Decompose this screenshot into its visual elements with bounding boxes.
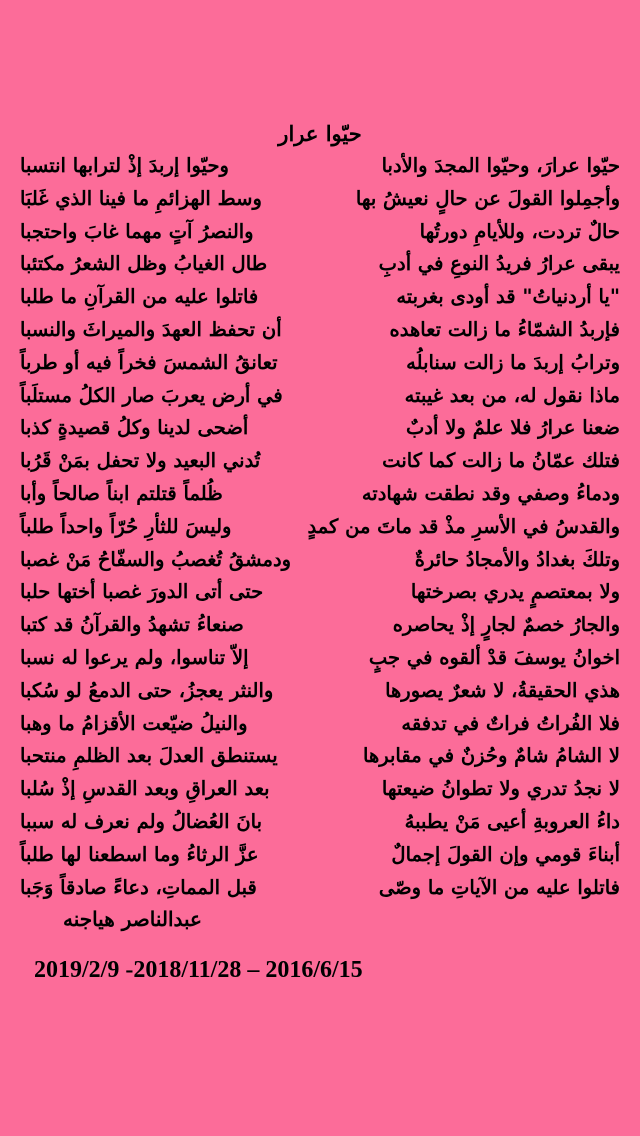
verse-line [20, 708, 620, 741]
verse-second-hemistich: أضحى لدينا وكلُ قصيدةٍ كذبا [20, 416, 249, 440]
verse-second-hemistich: تُدني البعيد ولا تحفل بمَنْ قَرُبا [20, 449, 261, 473]
verse-second-hemistich: يستنطق العدلَ بعد الظلمِ منتحبا [20, 744, 278, 768]
verse-line [20, 544, 620, 577]
poem [20, 118, 620, 934]
verse-line [20, 740, 620, 773]
verse-second-hemistich: والنثر يعجزُ، حتى الدمعُ لو سُكبا [20, 678, 274, 702]
verse-second-hemistich: صنعاءُ تشهدُ والقرآنُ قد كتبا [20, 613, 244, 637]
verse-line [20, 248, 620, 281]
verse-second-hemistich: تعانقُ الشمسَ فخراً فيه أو طرباً [20, 350, 278, 374]
verse-first-hemistich: ماذا نقول له، من بعد غيبته [404, 383, 620, 407]
verse-first-hemistich: يبقى عرارُ فريدُ النوعِ في أدبِ [378, 252, 620, 276]
verse-second-hemistich: حتى أتى الدورَ غصبا أختها حلبا [20, 580, 264, 604]
verse-line [20, 576, 620, 609]
verse-line [20, 675, 620, 708]
verse-second-hemistich: فاتلوا عليه من القرآنِ ما طلبا [20, 285, 259, 309]
poem-dates: 2019/2/9 -2018/11/28 – 2016/6/15 [34, 957, 363, 983]
verse-first-hemistich: فتلك عمّانُ ما زالت كما كانت [382, 449, 620, 473]
verse-first-hemistich: ضعنا عرارُ فلا علمٌ ولا أدبٌ [406, 416, 620, 440]
verse-second-hemistich: والنصرُ آتٍ مهما غابَ واحتجبا [20, 219, 254, 243]
verse-second-hemistich: ودمشقُ تُغصبُ والسفّاحُ مَنْ غصبا [20, 547, 292, 571]
verse-second-hemistich: وليسَ للثأرِ حُرّاً واحداً طلباً [20, 514, 232, 538]
verse-second-hemistich: في أرض يعربَ صار الكلُ مستلَباً [20, 383, 283, 407]
verse-first-hemistich: ولا بمعتصمٍ يدري بصرختها [410, 580, 620, 604]
verse-first-hemistich: اخوانُ يوسفَ قدْ ألقوه في جبٍ [368, 645, 620, 669]
verse-line [20, 183, 620, 216]
verse-list [20, 150, 620, 904]
verse-first-hemistich: وتلكَ بغدادُ والأمجادُ حائرةٌ [414, 547, 620, 571]
verse-first-hemistich: لا نجدُ تدري ولا تطوانُ ضيعتها [381, 777, 620, 801]
verse-line [20, 445, 620, 478]
verse-line [20, 478, 620, 511]
verse-second-hemistich: قبل المماتِ، دعاءً صادقاً وَجَبا [20, 875, 257, 899]
verse-second-hemistich: وحيّوا إربدَ إذْ لترابها انتسبا [20, 154, 229, 177]
verse-first-hemistich: حالٌ تردت، وللأيامِ دورتُها [419, 219, 620, 243]
verse-line [20, 642, 620, 675]
verse-line [20, 609, 620, 642]
verse-first-hemistich: "يا أردنياتُ" قد أودى بغربته [396, 285, 620, 309]
poem-title: حيّوا عرار [278, 121, 362, 146]
verse-first-hemistich: ودماءُ وصفي وقد نطقت شهادته [361, 481, 620, 505]
verse-second-hemistich: وسط الهزائمِ ما فينا الذي غَلبَا [20, 186, 262, 210]
verse-second-hemistich: أن تحفظ العهدَ والميراثَ والنسبا [20, 317, 282, 341]
verse-second-hemistich: إلاّ تناسوا، ولم يرعوا له نسبا [20, 645, 249, 669]
verse-second-hemistich: ظُلماً قتلتم ابناً صالحاً وأبا [20, 481, 223, 505]
verse-line [20, 511, 620, 544]
verse-first-hemistich: والقدسُ في الأسرِ مذْ قد ماتَ من كمدٍ [307, 514, 620, 538]
verse-line [20, 839, 620, 872]
verse-line [20, 872, 620, 905]
verse-first-hemistich: لا الشامُ شامٌ وحُزنٌ في مقابرها [363, 744, 620, 768]
verse-line [20, 281, 620, 314]
verse-second-hemistich: والنيلُ ضيّعت الأقزامُ ما وهبا [20, 711, 248, 735]
verse-line [20, 380, 620, 413]
verse-line [20, 314, 620, 347]
author-name: عبدالناصر هياجنه [62, 907, 202, 932]
verse-line [20, 216, 620, 249]
verse-second-hemistich: طال الغيابُ وظل الشعرُ مكتئبا [20, 252, 268, 276]
verse-first-hemistich: هذي الحقيقةُ، لا شعرٌ يصورها [385, 678, 620, 702]
verse-second-hemistich: عزَّ الرثاءُ وما اسطعنا لها طلباً [20, 842, 259, 866]
verse-line [20, 806, 620, 839]
verse-first-hemistich: فإربدُ الشمّاءُ ما زالت تعاهده [389, 317, 620, 341]
verse-first-hemistich: فاتلوا عليه من الآياتِ ما وصّى [378, 875, 620, 899]
verse-first-hemistich: داءُ العروبةِ أعيى مَنْ يطببهُ [404, 809, 620, 833]
verse-first-hemistich: فلا الفُراتُ فراتٌ في تدفقه [401, 711, 620, 735]
verse-first-hemistich: وأجمِلوا القولَ عن حالٍ نعيشُ بها [355, 186, 620, 210]
verse-line [20, 412, 620, 445]
verse-second-hemistich: بانَ العُضالُ ولم نعرف له سببا [20, 809, 263, 833]
verse-first-hemistich: حيّوا عرارَ، وحيّوا المجدَ والأدبا [381, 154, 620, 177]
verse-line [20, 773, 620, 806]
verse-line [20, 150, 620, 183]
verse-line [20, 347, 620, 380]
verse-second-hemistich: بعد العراقِ وبعد القدسِ إذْ سُلبا [20, 777, 270, 801]
verse-first-hemistich: أبناءَ قومي وإن القولَ إجمالٌ [391, 842, 620, 866]
verse-first-hemistich: والجارُ خصمٌ لجارٍ إذْ يحاصره [392, 613, 620, 637]
verse-first-hemistich: وترابُ إربدَ ما زالت سنابلُه [406, 350, 620, 374]
